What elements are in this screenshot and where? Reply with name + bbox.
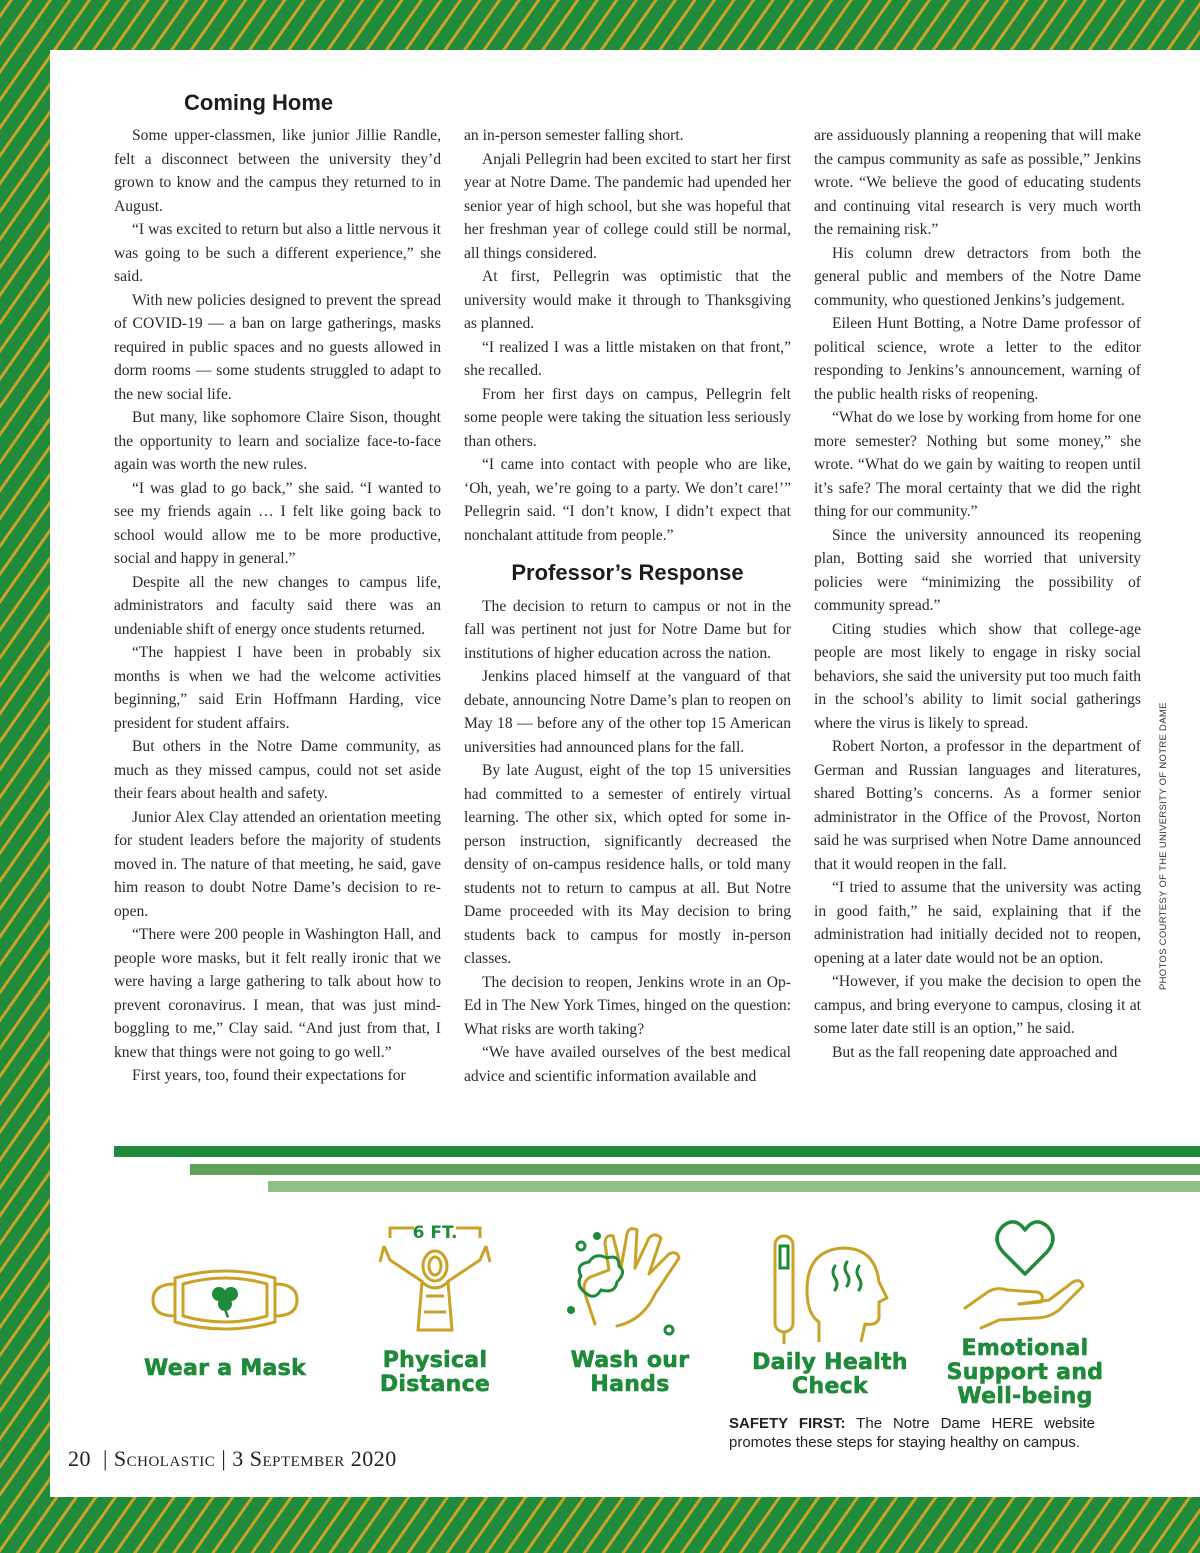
column-3 (814, 124, 1141, 1064)
label-distance: Distance (379, 1372, 491, 1397)
column-2 (464, 124, 791, 1088)
paragraph: “There were 200 people in Washington Hall, and people wore masks, but it felt really ironic that we were having a large gathering to talk about how to prevent coronavirus. I mean, that was just mind-boggling to me,” Clay said. “And just from that, I knew that things were not going to go well.” (114, 926, 441, 1061)
paragraph: By late August, eight of the top 15 universities had committed to a semester of entirely virtual learning. The other six, which opted for some in-person instruction, significantly decreased the density of on-campus residence halls, or told many students not to return to campus at all. But Notre Dame proceeded with its May decision to bring students back to campus for mostly in-person classes. (464, 762, 791, 967)
paragraph: Some upper-classmen, like junior Jillie Randle, felt a disconnect between the university they’d grown to know and the campus they returned to in August. (114, 127, 441, 215)
divider-bar (268, 1181, 1200, 1192)
heading-coming-home: Coming Home (184, 90, 334, 115)
page-folio (68, 1446, 397, 1472)
caption-lead: SAFETY FIRST: (729, 1415, 846, 1432)
paragraph: First years, too, found their expectations for (132, 1067, 406, 1084)
safety-item-mask (140, 1260, 310, 1381)
paragraph: Junior Alex Clay attended an orientation meeting for student leaders before the majority of students moved in. The nature of that meeting, he said, gave him reason to doubt Notre Dame’s decision to re-open. (114, 808, 441, 920)
heading-professors-response: Professor’s Response (511, 560, 744, 585)
label-physical: Physical (382, 1348, 488, 1373)
divider-bar (190, 1164, 1200, 1175)
label-support-and: Support and (946, 1360, 1104, 1385)
heart-hand-icon (955, 1212, 1095, 1332)
paragraph: Citing studies which show that college-age people are most likely to engage in risky social behaviors, she said the university put too much faith in the school’s ability to limit social gatherings where the virus is likely to spread. (814, 620, 1141, 732)
paragraph: The decision to return to campus or not in the fall was pertinent not just for Notre Dame but for institutions of higher education across the nation. (464, 597, 791, 662)
safety-item-distance (350, 1222, 520, 1397)
paragraph: Since the university announced its reopening plan, Botting said she worried that university policies were “minimizing the possibility of community spread.” (814, 526, 1141, 614)
column-1 (114, 124, 441, 1088)
safety-item-health (745, 1226, 915, 1399)
label-daily-health: Daily Health (752, 1350, 908, 1375)
paragraph: Jenkins placed himself at the vanguard of that debate, announcing Notre Dame’s plan to reopen on May 18 — before any of the other top 15 American universities had announced plans for the fall. (464, 668, 791, 756)
paragraph: “What do we lose by working from home for one more semester? Nothing but some money,” she wrote. “What do we gain by waiting to reopen until it’s safe? The moral certainty that we did the right thing for our community.” (814, 409, 1141, 520)
safety-item-wash (555, 1224, 705, 1397)
distance-sign-text: 6 FT. (412, 1223, 458, 1243)
touchdown-jesus-icon (360, 1222, 510, 1344)
label-well-being: Well-being (957, 1384, 1093, 1409)
magazine-page (50, 50, 1200, 1497)
folio-separator: | (97, 1446, 108, 1471)
thermometer-head-icon (755, 1226, 905, 1346)
paragraph: “The happiest I have been in probably six months is when we had the welcome activities beginning,” said Erin Hoffmann Harding, vice president for student affairs. (114, 644, 441, 732)
paragraph: “I realized I was a little mistaken on that front,” she recalled. (464, 338, 791, 379)
photo-caption (729, 1414, 1095, 1452)
paragraph: But many, like sophomore Claire Sison, thought the opportunity to learn and socialize face-to-face again was worth the new rules. (114, 409, 441, 473)
paragraph: “We have availed ourselves of the best medical advice and scientific information available and (464, 1044, 791, 1085)
paragraph: Despite all the new changes to campus life, administrators and faculty said there was an undeniable shift of energy once students returned. (114, 573, 441, 638)
paragraph: But as the fall reopening date approached and (832, 1043, 1118, 1061)
paragraph: Anjali Pellegrin had been excited to start her first year at Notre Dame. The pandemic had upended her senior year of high school, but she was hopeful that her freshman year of college could still be normal, all things considered. (464, 150, 791, 262)
paragraph: The decision to reopen, Jenkins wrote in an Op-Ed in The New York Times, hinged on the question: What risks are worth taking? (464, 973, 791, 1038)
paragraph: “I was glad to go back,” she said. “I wanted to see my friends again … I felt like going back to school would allow me to be more productive, social and happy in general.” (114, 479, 441, 567)
label-hands: Hands (590, 1372, 670, 1397)
paragraph: “I came into contact with people who are like, ‘Oh, yeah, we’re going to a party. We don’t care!’” Pellegrin said. “I don’t know, I didn’t expect that nonchalant attitude from people.” (464, 456, 791, 544)
paragraph: “I tried to assume that the university was acting in good faith,” he said, explaining that if the administration had initially decided not to reopen, opening at a later date would not be an option. (814, 879, 1141, 967)
paragraph: His column drew detractors from both the general public and members of the Notre Dame community, who questioned Jenkins’s judgement. (814, 244, 1141, 309)
paragraph: From her first days on campus, Pellegrin felt some people were taking the situation less seriously than others. (464, 385, 791, 450)
paragraph: With new policies designed to prevent the spread of COVID-19 — a ban on large gatherings, masks required in public spaces and no guests allowed in dorm rooms — some students struggled to adapt to the new social life. (114, 291, 441, 403)
label-check: Check (792, 1374, 868, 1399)
label-wash-our: Wash our (570, 1348, 690, 1373)
paragraph: “However, if you make the decision to open the campus, and bring everyone to campus, closing it at some later date still is an option,” he said. (814, 973, 1141, 1037)
caption-text: The Notre Dame HERE website promotes these steps for staying healthy on campus. (729, 1415, 1096, 1451)
issue-date: 3 September 2020 (232, 1446, 397, 1471)
mask-icon (145, 1260, 305, 1340)
photo-credit: PHOTOS COURTESY OF THE UNIVERSITY OF NOTRE DAME (1158, 702, 1169, 990)
label-wear-a-mask: Wear a Mask (143, 1356, 307, 1381)
label-emotional: Emotional (961, 1336, 1089, 1361)
hand-wash-icon (565, 1224, 695, 1344)
divider-bar (114, 1146, 1200, 1157)
safety-item-emotional (945, 1212, 1105, 1409)
paragraph: “I was excited to return but also a little nervous it was going to be such a different experience,” she said. (114, 221, 441, 285)
page-number: 20 (68, 1446, 91, 1471)
folio-separator: | (221, 1446, 227, 1471)
paragraph: are assiduously planning a reopening that will make the campus community as safe as possible,” Jenkins wrote. “We believe the good of educating students and continuing vital research is very much worth the remaining risk.” (814, 127, 1141, 238)
paragraph: But others in the Notre Dame community, as much as they missed campus, could not set aside their fears about health and safety. (114, 738, 441, 802)
paragraph: an in-person semester falling short. (464, 127, 684, 144)
paragraph: Robert Norton, a professor in the department of German and Russian languages and literatures, shared Botting’s concerns. As a former senior administrator in the Office of the Provost, Norton said he was surprised when Notre Dame announced that it would reopen in the fall. (814, 738, 1141, 873)
paragraph: At first, Pellegrin was optimistic that the university would make it through to Thanksgiving as planned. (464, 268, 791, 332)
paragraph: Eileen Hunt Botting, a Notre Dame professor of political science, wrote a letter to the editor responding to Jenkins’s announcement, warning of the public health risks of reopening. (814, 315, 1141, 403)
publication-name: Scholastic (113, 1446, 216, 1471)
